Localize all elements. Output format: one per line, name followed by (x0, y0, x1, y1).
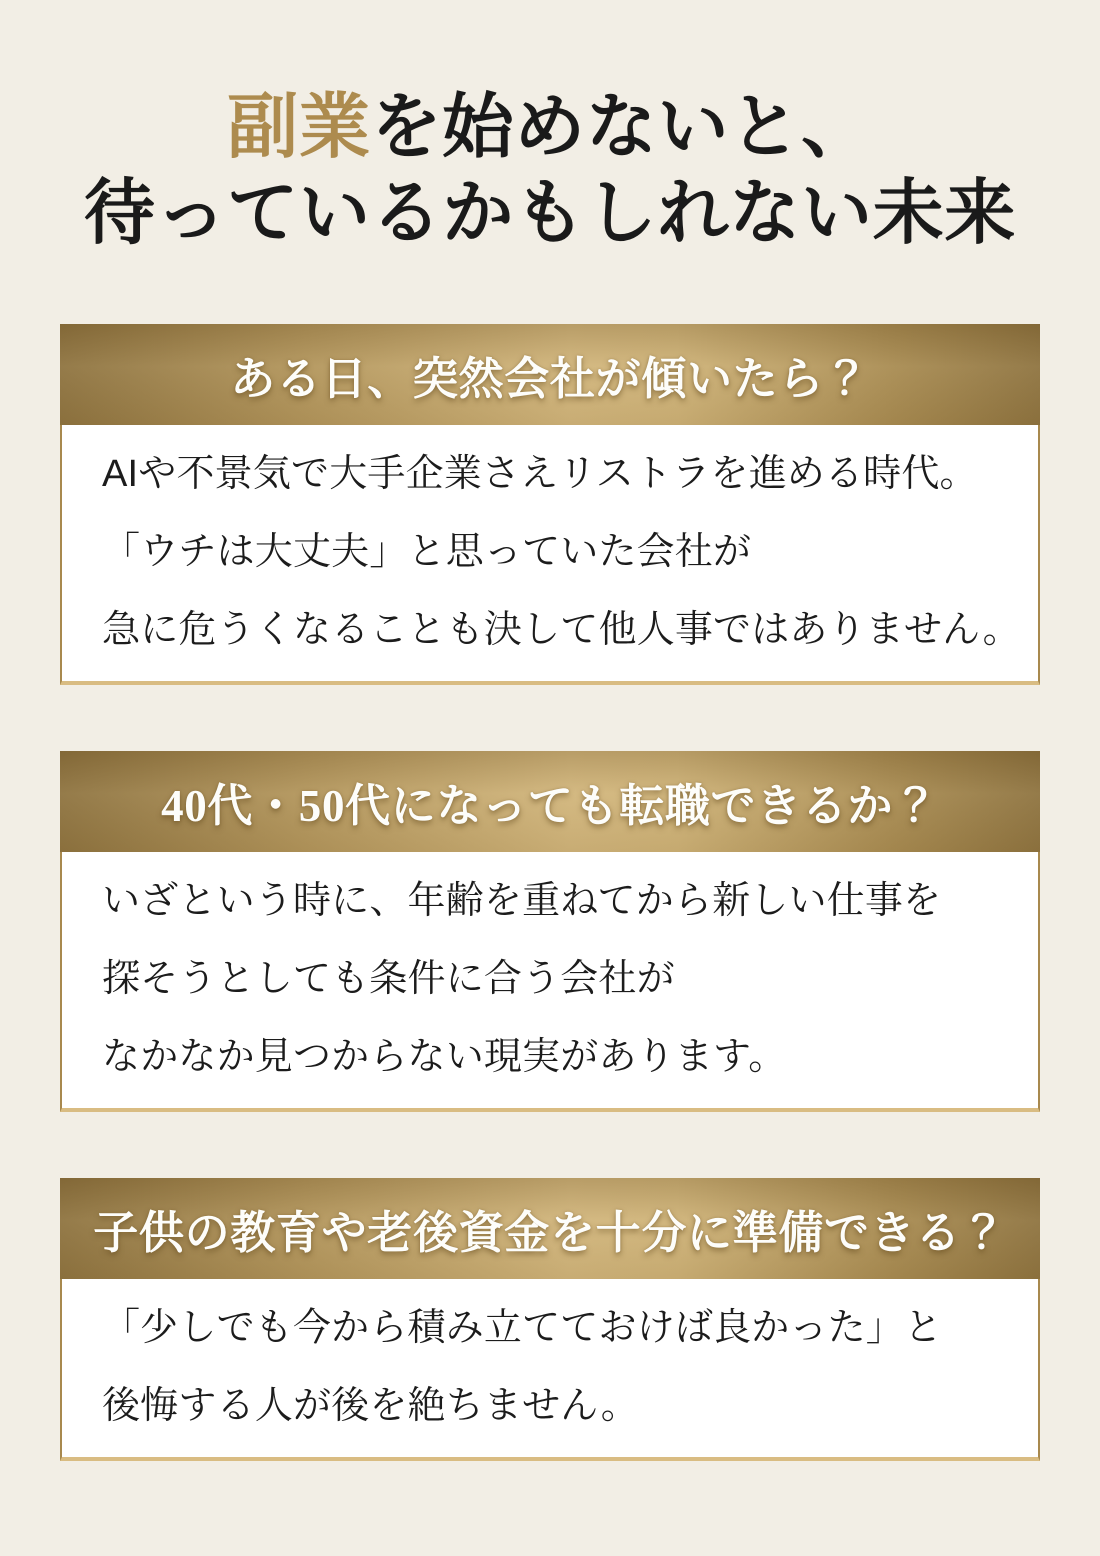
section-job-change (60, 751, 1040, 1112)
sections-container (60, 258, 1040, 1461)
body-line: 「ウチは大丈夫」と思っていた会社が (102, 530, 752, 573)
title-highlight: 副業 (227, 89, 371, 167)
section-body (60, 1279, 1040, 1461)
section-header (60, 1178, 1040, 1279)
section-heading-text: ある日、突然会社が傾いたら？ (230, 353, 870, 404)
section-body (60, 852, 1040, 1112)
section-heading-text: 子供の教育や老後資金を十分に準備できる？ (93, 1207, 1007, 1258)
section-header (60, 751, 1040, 852)
main-title (0, 0, 1100, 258)
section-company-risk (60, 324, 1040, 685)
section-heading-text: 40代・50代になっても転職できるか？ (161, 780, 939, 831)
section-savings (60, 1178, 1040, 1461)
title-line-2: 待っているかもしれない未来 (83, 174, 1017, 253)
section-header (60, 324, 1040, 425)
title-line-1-rest: を始めないと、 (370, 89, 873, 167)
body-line: 探そうとしても条件に合う会社が (102, 957, 675, 1000)
section-body (60, 425, 1040, 685)
body-line: 後悔する人が後を絶ちません。 (102, 1384, 639, 1427)
body-line: なかなか見つからない現実があります。 (102, 1035, 787, 1078)
title-line-1 (0, 86, 1100, 172)
body-line: 「少しでも今から積み立てておけば良かった」と (102, 1306, 943, 1349)
body-line: 急に危うくなることも決して他人事ではありません。 (102, 608, 1021, 651)
body-line: AIや不景気で大手企業さえリストラを進める時代。 (102, 452, 978, 495)
body-line: いざという時に、年齢を重ねてから新しい仕事を (102, 879, 942, 922)
